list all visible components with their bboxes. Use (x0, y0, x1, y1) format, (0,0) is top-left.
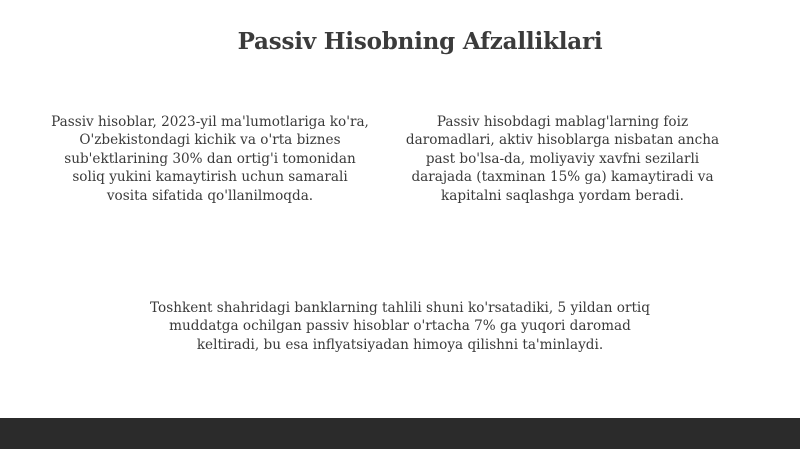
paragraph-left: Passiv hisoblar, 2023-yil ma'lumotlariga ko'ra, O'zbekistondagi kichik va o'rta biznes sub'ektlarining 30% dan ortig'i tomonidan soliq yukini kamaytirish uchun samarali vosita sifatida qo'llanilmoqda. (51, 114, 369, 204)
slide-title: Passiv Hisobning Afzalliklari (237, 28, 603, 55)
paragraph-bottom: Toshkent shahridagi banklarning tahlili shuni ko'rsatadiki, 5 yildan ortiq muddatga ochilgan passiv hisoblar o'rtacha 7% ga yuqori daromad keltiradi, bu esa inflyatsiyadan himoya qilishni ta'minlaydi. (150, 300, 650, 353)
footer-bar (0, 418, 800, 449)
paragraph-right: Passiv hisobdagi mablag'larning foiz daromadlari, aktiv hisoblarga nisbatan ancha past bo'lsa-da, moliyaviy xavfni sezilarli darajada (taxminan 15% ga) kamaytiradi va kapitalni saqlashga yordam beradi. (405, 114, 720, 204)
